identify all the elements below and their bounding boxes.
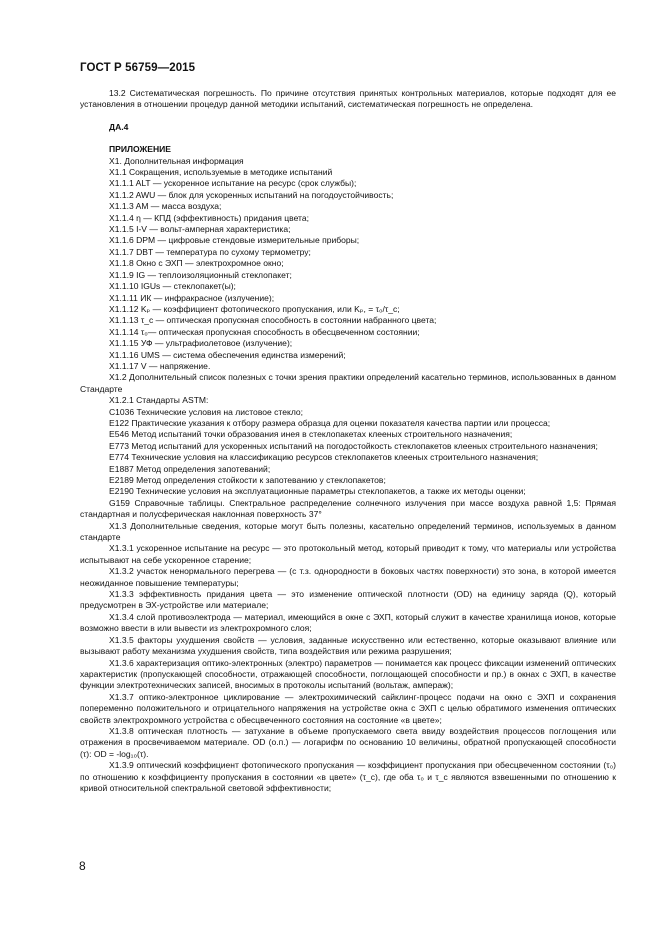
page-header: ГОСТ Р 56759—2015 bbox=[80, 62, 196, 74]
astm-item: G159 Справочные таблицы. Спектральное распределение солнечного излучения при массе воздуха равной 1,5: Прямая стандартная и полусферическая наклонная поверхность 37° bbox=[80, 497, 616, 520]
section-x1-3: X1.3 Дополнительные сведения, которые могут быть полезны, касательно определений терминов, используемых в данном стандарте bbox=[80, 520, 616, 543]
definition-item: X1.3.6 характеризация оптико-электронных (электро) параметров — понимается как процесс фиксации изменений оптических характеристик (пропускающей способности, отражающей способности, поглощающей способности и пр.) в окнах с ЭХП, в качестве функции электротехнических записей, вносимых в протоколы испытаний (вольтаж, ампераж); bbox=[80, 657, 616, 691]
abbr-item: X1.1.6 DPM — цифровые стендовые измерительные приборы; bbox=[109, 235, 360, 246]
definition-item: X1.3.2 участок ненормального перегрева — (с т.з. однородности в боковых частях поверхности) это зона, в которой имеется неожиданное повышение температуры; bbox=[80, 566, 616, 588]
section-x1-1-title: X1.1 Сокращения, используемые в методике испытаний bbox=[109, 167, 333, 178]
astm-item: E546 Метод испытаний точки образования инея в стеклопакетах клееных строительного назначения; bbox=[109, 429, 513, 440]
abbr-item: X1.1.12 Kₚ — коэффициент фотопического пропускания, или Kₚ, = τ₀/τ_c; bbox=[109, 303, 400, 314]
abbr-item: X1.1.7 DBT — температура по сухому термометру; bbox=[109, 246, 311, 257]
section-x1-2: X1.2 Дополнительный список полезных с точки зрения практики определений касательно терминов, использованных в данном Стандарте bbox=[80, 372, 616, 394]
abbr-item: X1.1.9 IG — теплоизоляционный стеклопакет; bbox=[109, 269, 292, 280]
definition-item: X1.3.9 оптический коэффициент фотопического пропускания — коэффициент пропускания при обесцвеченном состоянии (τ₀) по отношению к коэффициенту пропускания в состоянии «в цвете» (τ_c), где оба τ₀ и τ_c являются взвешенными по отношению к кривой относительной спектральной световой эффективности; bbox=[80, 760, 616, 793]
abbr-item: X1.1.8 Окно с ЭХП — электрохромное окно; bbox=[109, 258, 284, 269]
appendix-title: ПРИЛОЖЕНИЕ bbox=[109, 144, 171, 155]
paragraph-13-2: 13.2 Систематическая погрешность. По причине отсутствия принятых контрольных материалов, которые подходят для ее установления в отношении процедур данной методики испытаний, систематическая погрешность не определена. bbox=[80, 88, 616, 110]
abbr-item: X1.1.3 AM — масса воздуха; bbox=[109, 201, 222, 212]
definition-item: X1.3.7 оптико-электронное циклирование — электрохимический сайклинг-процесс подачи на окно с ЭХП и сохранения попеременно положительного и отрицательного напряжения на устройстве окна с ЭХП с целью обратимого изменения оптических свойств электрохромного устройства с обесцвеченного состояния на состояние «в цвете»; bbox=[80, 691, 616, 725]
document-body bbox=[80, 88, 616, 794]
definition-item: X1.3.4 слой противоэлектрода — материал, имеющийся в окне с ЭХП, который служит в качестве хранилища ионов, которые возможно ввести в или вывести из электрохромного слоя; bbox=[80, 611, 616, 634]
definition-item: X1.3.8 оптическая плотность — затухание в объеме пропускаемого света ввиду воздействия процессов поглощения или отражения в просвечиваемом материале. OD (о.п.) — логарифм по основанию 10 величины, обратной пропускающей способности (τ): OD = -log₁₀(τ). bbox=[80, 725, 616, 759]
definition-item: X1.3.3 эффективность придания цвета — это изменение оптической плотности (OD) на единицу заряда (Q), который предусмотрен в ЭХ-устройстве или материале; bbox=[80, 589, 616, 611]
astm-item: E774 Технические условия на классификацию ресурсов стеклопакетов клееных строительного назначения; bbox=[109, 452, 539, 463]
definition-item: X1.3.5 факторы ухудшения свойств — условия, заданные искусственно или естественно, которые оказывают влияние или вызывают работу механизма ухудшения свойств, типа воздействия или режима разрушения; bbox=[80, 634, 616, 657]
astm-item: E1887 Метод определения запотеваний; bbox=[109, 463, 271, 474]
abbr-item: X1.1.13 τ_c — оптическая пропускная способность в состоянии набранного цвета; bbox=[109, 315, 437, 326]
definition-item: X1.3.1 ускоренное испытание на ресурс — это протокольный метод, который приводит к тому, что материалы или устройства испытывают на себе ускоренное старение; bbox=[80, 543, 616, 565]
abbr-item: X1.1.4 η — КПД (эффективность) придания цвета; bbox=[109, 212, 309, 223]
abbr-item: X1.1.2 AWU — блок для ускоренных испытаний на погодоустойчивость; bbox=[109, 189, 394, 200]
abbr-item: X1.1.15 УФ — ультрафиолетовое (излучение); bbox=[109, 338, 293, 349]
astm-item: E2190 Технические условия на эксплуатационные параметры стеклопакетов, а также их методы оценки; bbox=[109, 486, 526, 497]
astm-item: E122 Практические указания к отбору размера образца для оценки показателя качества партии или процесса; bbox=[109, 417, 551, 428]
section-x1-2-1: X1.2.1 Стандарты ASTM: bbox=[109, 395, 209, 406]
abbr-item: X1.1.11 ИК — инфракрасное (излучение); bbox=[109, 292, 275, 303]
abbr-item: X1.1.5 I-V — вольт-амперная характеристика; bbox=[109, 224, 291, 235]
page-number: 8 bbox=[79, 859, 86, 873]
section-x1-title: X1. Дополнительная информация bbox=[109, 155, 244, 166]
astm-item: E2189 Метод определения стойкости к запотеванию у стеклопакетов; bbox=[109, 475, 386, 485]
abbr-item: X1.1.1 ALT — ускоренное испытание на ресурс (срок службы); bbox=[109, 178, 357, 189]
abbr-item: X1.1.17 V — напряжение. bbox=[109, 360, 211, 371]
astm-item: E773 Метод испытаний для ускоренных испытаний на погодостойкость стеклопакетов клееных строительного назначения; bbox=[109, 440, 598, 451]
appendix-code: ДА.4 bbox=[109, 121, 129, 132]
abbr-item: X1.1.16 UMS — система обеспечения единства измерений; bbox=[109, 349, 346, 360]
abbr-item: X1.1.14 τ₀— оптическая пропускная способность в обесцвеченном состоянии; bbox=[109, 326, 420, 337]
astm-item: C1036 Технические условия на листовое стекло; bbox=[109, 406, 304, 417]
abbr-item: X1.1.10 IGUs — стеклопакет(ы); bbox=[109, 281, 236, 292]
